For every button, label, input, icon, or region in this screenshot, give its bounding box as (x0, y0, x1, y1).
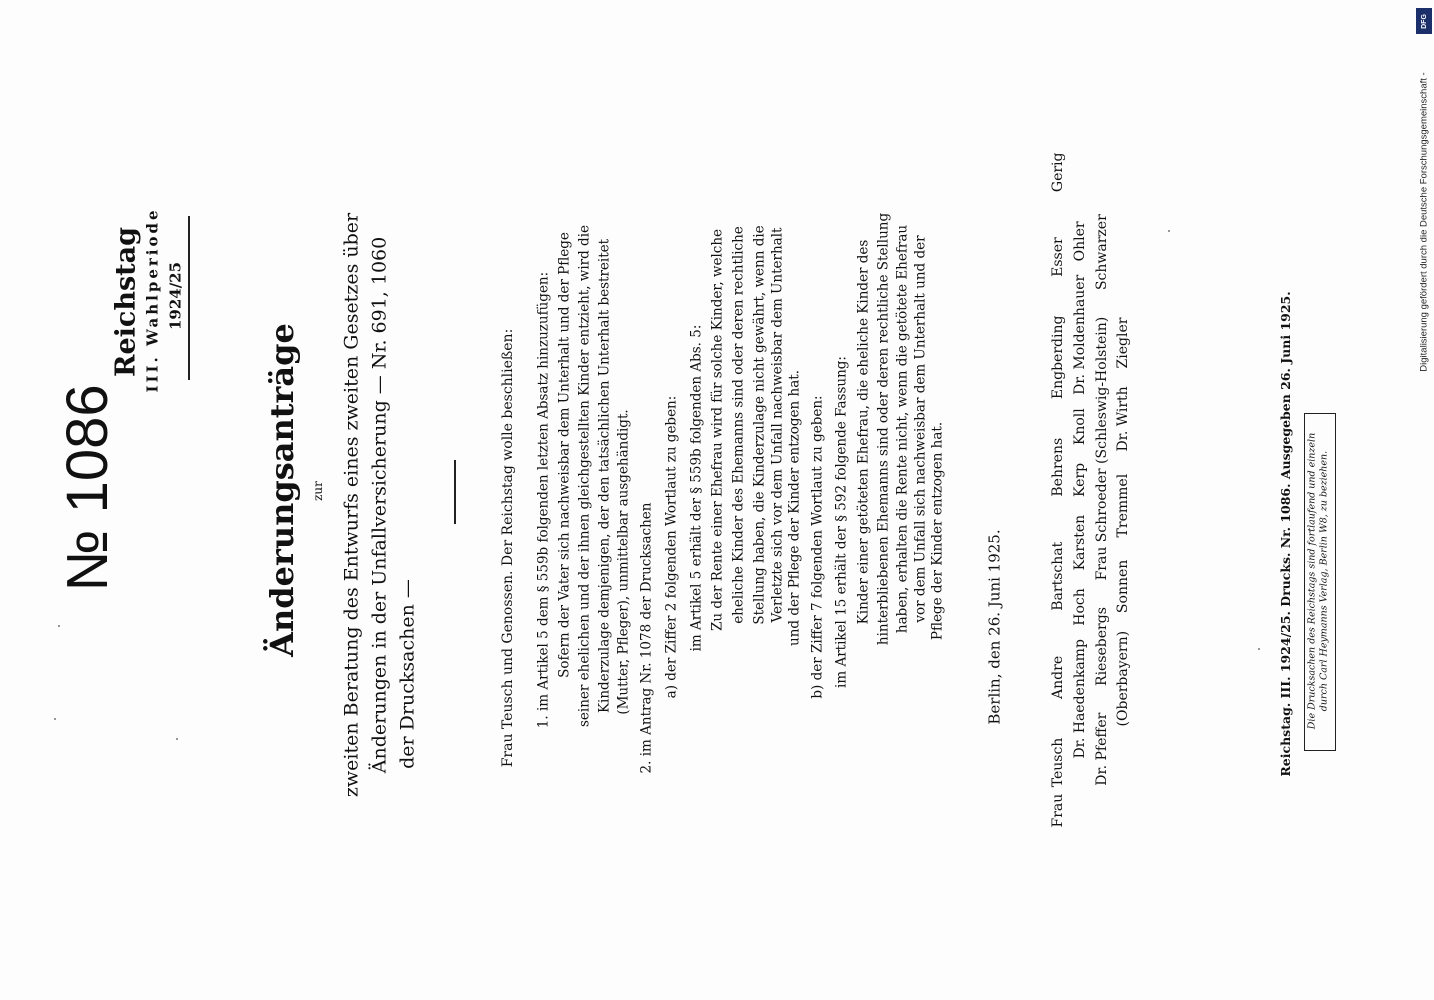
signatory: Schwarzer (1094, 214, 1110, 291)
item2a-line3: Zu der Rente einer Ehefrau wird für solche Kinder, welche (709, 228, 726, 632)
signatories-row-1 (1051, 153, 1065, 828)
signatory: Dr. Wirth (1115, 386, 1131, 452)
signatories-row-2 (1073, 221, 1087, 758)
header-rule (188, 216, 190, 380)
signatory: Frau Teusch (1050, 737, 1066, 828)
item2b-line1: b) der Ziffer 7 folgenden Wortlaut zu geben: (809, 395, 826, 699)
signatory: Riesebergs (1094, 607, 1110, 686)
signatory: Andre (1050, 655, 1066, 699)
item2a-line2: im Artikel 5 erhält der § 559b folgenden Abs. 5: (688, 324, 705, 652)
signatory: Ziegler (1115, 317, 1131, 369)
title-separator (454, 460, 456, 524)
signatory: Dr. Haedenkamp (1072, 639, 1088, 759)
scan-speck (54, 718, 56, 720)
item1-line1: 1. im Artikel 5 dem § 559b folgenden letzten Absatz hinzuzufügen: (535, 271, 552, 729)
signatory: Behrens (1050, 437, 1066, 497)
scan-speck (1258, 648, 1260, 650)
signatory: (Oberbayern) (1115, 630, 1131, 727)
item1-line4: Kinderzulage demjenigen, der den tatsächlichen Unterhalt bestreitet (596, 238, 613, 714)
item2a-line7: und der Pflege der Kinder entzogen hat. (786, 370, 803, 646)
dfg-logo (1416, 8, 1432, 34)
footer-imprint: Reichstag. III. 1924/25. Drucks. Nr. 1086. Ausgegeben 26. Juni 1925. (1277, 291, 1293, 777)
signatory: Bartschat (1050, 541, 1066, 611)
item2b-line7: Pflege der Kinder entzogen hat. (929, 421, 946, 641)
signatory: Esser (1050, 237, 1066, 277)
signatory: Sonnen (1115, 559, 1131, 614)
item1-line2: Sofern der Vater sich nachweisbar dem Unterhalt und der Pflege (556, 232, 573, 678)
dfg-logo-text: DFG (1420, 13, 1428, 29)
signatories-row-3 (1095, 214, 1109, 786)
signatory: Ohler (1072, 221, 1088, 262)
item2b-line6: vor dem Unfall sich nachweisbar dem Unterhalt und der (912, 235, 929, 623)
session-years: 1924/25 (166, 261, 185, 331)
subject-line-1: zweiten Beratung des Entwurfs eines zweiten Gesetzes über (340, 212, 363, 798)
signatory: Karsten (1072, 514, 1088, 571)
item2a-line5: Stellung haben, die Kinderzulage nicht gewährt, wenn die (751, 225, 768, 625)
footer-notice-line-2: durch Carl Heymanns Verlag, Berlin W8, zu beziehen. (1318, 450, 1330, 712)
item2b-line5: haben, erhalten die Rente nicht, wenn die getötete Ehefrau (894, 224, 911, 634)
item2-line1: 2. im Antrag Nr. 1078 der Drucksachen (638, 502, 655, 774)
item2b-line4: hinterbliebenen Ehemanns sind oder deren rechtliche Stellung (875, 212, 892, 646)
title-zur: zur (311, 481, 325, 501)
motion-intro: Frau Teusch und Genossen. Der Reichstag wolle beschließen: (500, 328, 516, 768)
signatory: Knoll (1072, 408, 1088, 446)
signatory: Dr. Moldenhauer (1072, 274, 1088, 395)
item2a-line1: a) der Ziffer 2 folgenden Wortlaut zu geben: (663, 395, 680, 699)
item1-line5: (Mutter, Pfleger), unmittelbar ausgehändigt. (615, 409, 632, 715)
signatory: Dr. Pfeffer (1094, 712, 1110, 786)
scan-speck (1168, 230, 1170, 232)
item2a-line6: Verletzte sich vor dem Unfall nachweisbar dem Unterhalt (769, 227, 786, 623)
institution-name: Reichstag (110, 227, 142, 377)
scan-speck (58, 625, 60, 627)
signatory: Kerp (1072, 462, 1088, 497)
digitization-note: Digitalisierung gefördert durch die Deutsche Forschungsgemeinschaft - (1418, 72, 1430, 372)
item2a-line4: eheliche Kinder des Ehemanns sind oder deren rechtliche (730, 226, 747, 624)
signatory: Tremmel (1115, 473, 1131, 538)
document-title: Änderungsanträge (263, 323, 301, 657)
signatory: Hoch (1072, 588, 1088, 626)
subject-line-3: der Drucksachen — (396, 579, 419, 769)
item1-line3: seiner ehelichen und der ihnen gleichgestellten Kinder entzieht, wird die (576, 224, 593, 728)
signatory: Frau Schroeder (Schleswig-Holstein) (1094, 316, 1110, 581)
legislative-period: III. Wahlperiode (143, 207, 162, 393)
document-number: № 1086 (55, 384, 120, 592)
footer-notice-line-1: Die Drucksachen des Reichstags sind fortlaufend und einzeln (1306, 432, 1318, 730)
item2b-line2: im Artikel 15 erhält der § 592 folgende Fassung: (833, 356, 850, 688)
item2b-line3: Kinder einer getöteten Ehefrau, die eheliche Kinder des (855, 239, 872, 625)
subject-line-2: Änderungen in der Unfallversicherung — Nr. 691, 1060 (368, 236, 391, 774)
dateline: Berlin, den 26. Juni 1925. (985, 529, 1004, 725)
signatories-row-4 (1116, 318, 1130, 727)
signatory: Engberding (1050, 315, 1066, 400)
scan-speck (176, 738, 178, 740)
signatory: Gerig (1050, 152, 1066, 193)
